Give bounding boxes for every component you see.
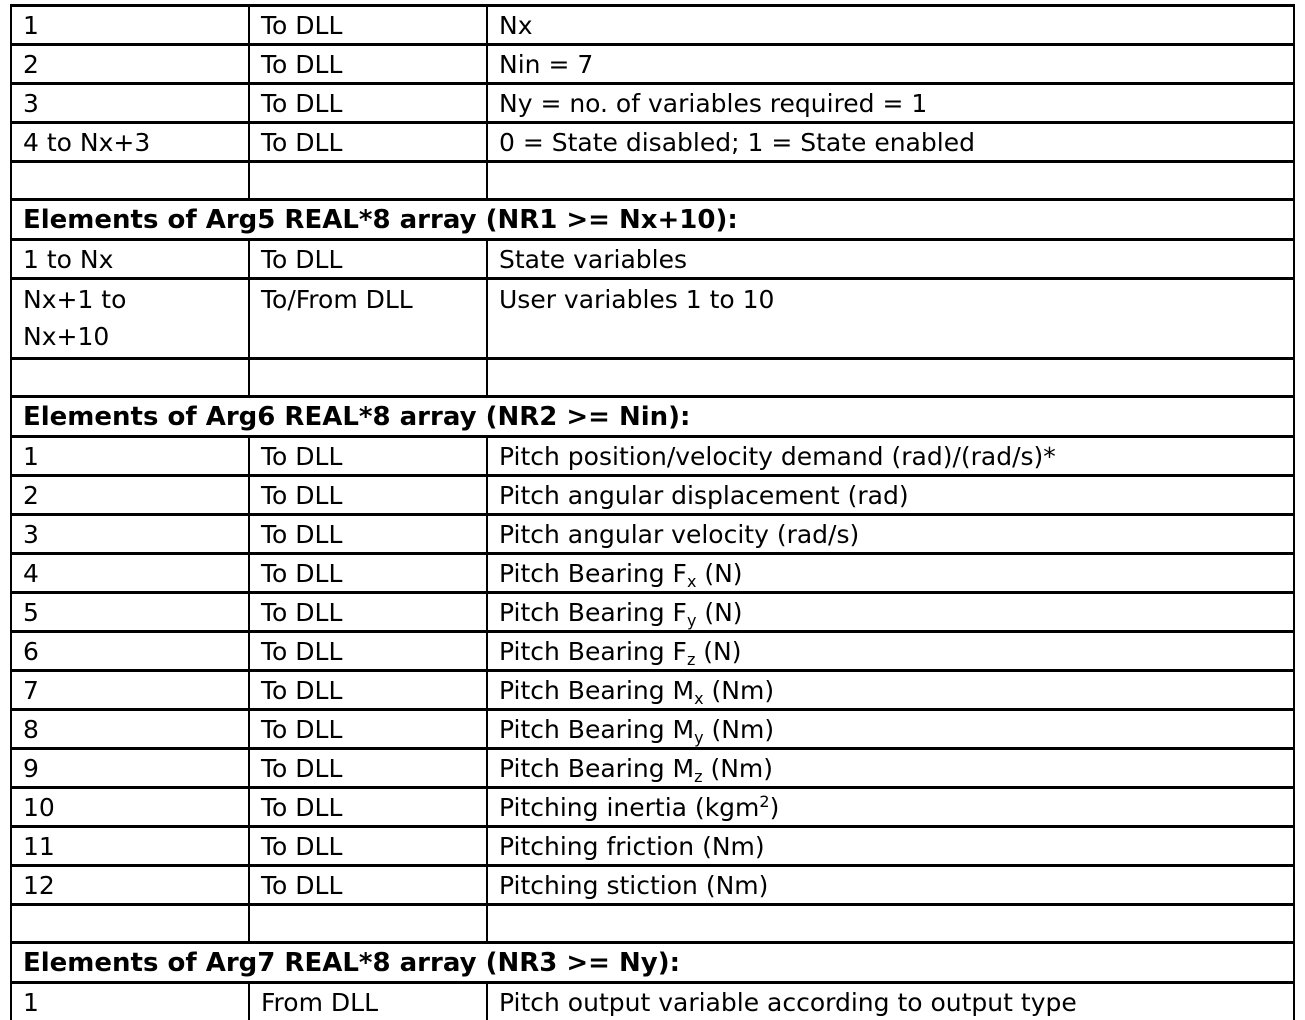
cell-element-index: 3 — [12, 85, 250, 121]
cell-description — [488, 789, 1293, 825]
cell-description: Pitch angular velocity (rad/s) — [499, 520, 860, 549]
cell-element-index: 4 to Nx+3 — [12, 124, 250, 160]
cell-direction: To DLL — [250, 46, 488, 82]
cell-element-index: 7 — [12, 672, 250, 708]
cell-element-index — [12, 280, 250, 357]
table-row — [12, 750, 1293, 789]
cell-direction: To DLL — [250, 711, 488, 747]
cell-direction: To DLL — [250, 516, 488, 552]
cell-direction: To DLL — [250, 633, 488, 669]
cell-element-index: 8 — [12, 711, 250, 747]
section-header: Elements of Arg5 REAL*8 array (NR1 >= Nx+10): — [23, 205, 738, 235]
cell-direction: To DLL — [250, 477, 488, 513]
cell-description: Ny = no. of variables required = 1 — [499, 89, 928, 118]
cell-direction: To DLL — [250, 555, 488, 591]
text-segment: (Nm) — [703, 676, 775, 705]
cell-direction: From DLL — [250, 984, 488, 1020]
cell-description: Pitch position/velocity demand (rad)/(rad/s)* — [499, 442, 1056, 471]
table-row — [12, 7, 1293, 46]
table-row — [12, 633, 1293, 672]
section-header-row — [12, 398, 1293, 438]
text-segment: Pitch Bearing M — [499, 754, 695, 783]
table-row — [12, 516, 1293, 555]
subscript-text: z — [686, 650, 696, 669]
cell-direction: To DLL — [250, 241, 488, 277]
cell-direction: To DLL — [250, 438, 488, 474]
cell-direction: To DLL — [250, 124, 488, 160]
table-row — [12, 711, 1293, 750]
cell-description: Nx — [499, 11, 533, 40]
table-row — [12, 477, 1293, 516]
cell-element-index: 1 — [12, 438, 250, 474]
superscript-text: 2 — [759, 792, 770, 811]
table-row — [12, 984, 1293, 1020]
spacer-row — [12, 360, 1293, 398]
spacer-cell — [12, 360, 250, 395]
spacer-cell — [250, 163, 488, 198]
cell-element-index: 4 — [12, 555, 250, 591]
cell-element-index: 1 — [12, 7, 250, 43]
dll-arguments-table — [10, 4, 1295, 1020]
cell-element-index: 1 to Nx — [12, 241, 250, 277]
cell-description: Pitch output variable according to output type — [499, 988, 1077, 1017]
spacer-row — [12, 906, 1293, 944]
text-line: Nx+10 — [23, 322, 110, 351]
cell-description — [488, 711, 1293, 747]
spacer-cell — [12, 906, 250, 941]
subscript-text: y — [686, 611, 697, 630]
text-segment: (N) — [695, 637, 742, 666]
section-header-row — [12, 201, 1293, 241]
text-segment: (N) — [696, 598, 743, 627]
text-segment: Pitch Bearing M — [499, 676, 695, 705]
cell-direction: To DLL — [250, 867, 488, 903]
table-row — [12, 828, 1293, 867]
cell-element-index: 5 — [12, 594, 250, 630]
cell-description: 0 = State disabled; 1 = State enabled — [499, 128, 975, 157]
cell-element-index: 2 — [12, 46, 250, 82]
spacer-cell — [250, 906, 488, 941]
spacer-cell — [12, 163, 250, 198]
table-row — [12, 280, 1293, 360]
section-header: Elements of Arg7 REAL*8 array (NR3 >= Ny): — [23, 948, 680, 978]
cell-description: State variables — [499, 245, 688, 274]
subscript-text: x — [694, 689, 704, 708]
text-segment: Pitch Bearing F — [499, 637, 687, 666]
cell-description: Pitch angular displacement (rad) — [499, 481, 909, 510]
cell-description — [488, 750, 1293, 786]
cell-element-index: 11 — [12, 828, 250, 864]
table-row — [12, 789, 1293, 828]
subscript-text: x — [686, 572, 697, 591]
cell-direction: To DLL — [250, 7, 488, 43]
spacer-cell — [488, 360, 1293, 395]
cell-description — [488, 555, 1293, 591]
table-row — [12, 594, 1293, 633]
cell-description: Pitching stiction (Nm) — [499, 871, 769, 900]
text-segment: Pitch Bearing F — [499, 559, 687, 588]
text-segment: Pitching inertia (kgm — [499, 793, 760, 822]
section-header-row — [12, 944, 1293, 984]
cell-description — [488, 672, 1293, 708]
cell-element-index: 10 — [12, 789, 250, 825]
cell-direction: To DLL — [250, 85, 488, 121]
cell-element-index: 6 — [12, 633, 250, 669]
cell-direction: To DLL — [250, 594, 488, 630]
spacer-row — [12, 163, 1293, 201]
cell-description: Nin = 7 — [499, 50, 594, 79]
table-row — [12, 124, 1293, 163]
table-row — [12, 241, 1293, 280]
cell-description: User variables 1 to 10 — [499, 285, 775, 314]
cell-direction: To/From DLL — [250, 280, 488, 357]
cell-element-index: 2 — [12, 477, 250, 513]
cell-direction: To DLL — [250, 672, 488, 708]
cell-direction: To DLL — [250, 750, 488, 786]
cell-direction: To DLL — [250, 789, 488, 825]
table-row — [12, 46, 1293, 85]
cell-element-index: 3 — [12, 516, 250, 552]
spacer-cell — [250, 360, 488, 395]
cell-description: Pitching friction (Nm) — [499, 832, 765, 861]
table-row — [12, 438, 1293, 477]
subscript-text: z — [694, 767, 703, 786]
text-segment: (Nm) — [702, 754, 774, 783]
table-row — [12, 867, 1293, 906]
table-row — [12, 555, 1293, 594]
text-segment: (Nm) — [703, 715, 775, 744]
cell-element-index: 12 — [12, 867, 250, 903]
text-line: Nx+1 to — [23, 285, 127, 314]
cell-element-index: 1 — [12, 984, 250, 1020]
text-segment: Pitch Bearing M — [499, 715, 695, 744]
spacer-cell — [488, 163, 1293, 198]
cell-description — [488, 633, 1293, 669]
cell-direction: To DLL — [250, 828, 488, 864]
section-header: Elements of Arg6 REAL*8 array (NR2 >= Nin): — [23, 402, 691, 432]
table-row — [12, 672, 1293, 711]
text-segment: Pitch Bearing F — [499, 598, 687, 627]
spacer-cell — [488, 906, 1293, 941]
table-row — [12, 85, 1293, 124]
text-segment: ) — [769, 793, 780, 822]
cell-element-index: 9 — [12, 750, 250, 786]
cell-description — [488, 594, 1293, 630]
text-segment: (N) — [696, 559, 743, 588]
subscript-text: y — [694, 728, 704, 747]
